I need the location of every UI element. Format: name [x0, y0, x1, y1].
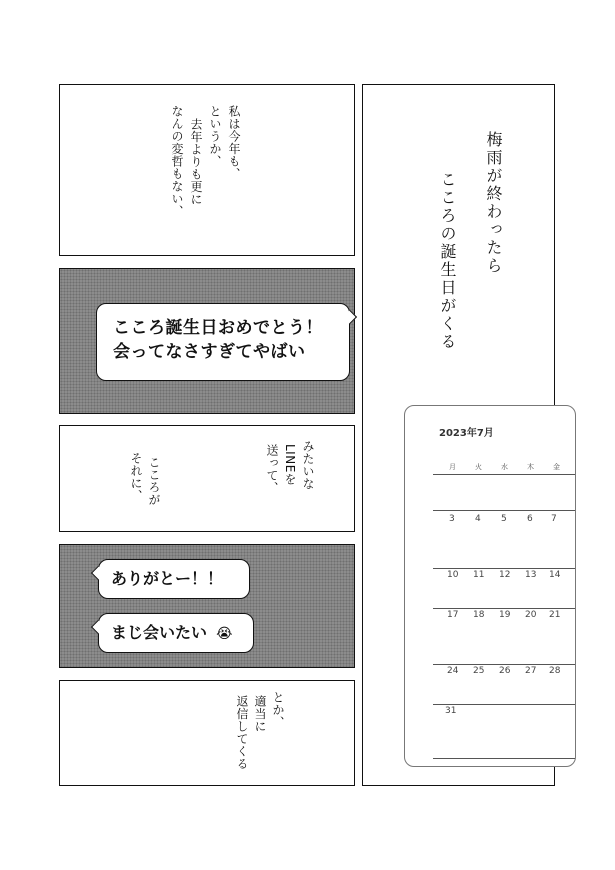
calendar-weekday: 水	[501, 463, 508, 471]
narration-line: 梅雨が終わったら	[484, 131, 503, 275]
panel-1	[59, 84, 355, 256]
narration-line: それに、	[129, 452, 143, 502]
panel-2	[59, 268, 355, 414]
calendar-day: 18	[473, 610, 485, 620]
narration-line: 私は今年も、	[227, 105, 241, 180]
calendar-day: 12	[499, 570, 511, 580]
calendar-weekday: 火	[475, 463, 482, 471]
message-text-line: こころ誕生日おめでとう！	[113, 318, 323, 338]
calendar-day: 10	[447, 570, 459, 580]
narration-line: というか、	[208, 105, 222, 168]
calendar-day: 6	[527, 514, 533, 524]
calendar-day: 27	[525, 666, 537, 676]
narration-line: こころが	[147, 456, 161, 506]
calendar-rule	[433, 568, 575, 569]
message-text: ありがとー！！	[111, 569, 224, 588]
calendar-day: 4	[475, 514, 481, 524]
calendar-rule	[433, 608, 575, 609]
panel-5	[59, 680, 355, 786]
calendar-title: 2023年7月	[439, 428, 494, 439]
narration-line: 去年よりも更に	[189, 118, 203, 206]
calendar-rule	[433, 664, 575, 665]
calendar-day: 19	[499, 610, 511, 620]
calendar-day: 14	[549, 570, 561, 580]
calendar	[404, 405, 576, 767]
narration-line: LINEを	[283, 444, 297, 486]
calendar-day: 7	[551, 514, 557, 524]
calendar-day: 13	[525, 570, 537, 580]
calendar-day: 31	[445, 706, 457, 716]
calendar-weekday: 金	[553, 463, 560, 471]
panel-3	[59, 425, 355, 532]
message-text-line: 会ってなさすぎてやばい	[113, 342, 306, 362]
message-bubble	[96, 303, 350, 381]
calendar-day: 25	[473, 666, 485, 676]
calendar-day: 3	[449, 514, 455, 524]
calendar-day: 28	[549, 666, 561, 676]
narration-line: 送って、	[265, 444, 279, 494]
narration-line: 適当に	[253, 695, 267, 733]
calendar-day: 21	[549, 610, 561, 620]
panel-4	[59, 544, 355, 668]
calendar-day: 20	[525, 610, 537, 620]
calendar-day: 24	[447, 666, 459, 676]
calendar-clip	[362, 84, 561, 786]
calendar-day: 5	[501, 514, 507, 524]
narration-line: とか、	[271, 691, 285, 729]
narration-line: 返信してくる	[235, 695, 249, 770]
calendar-weekday: 木	[527, 463, 534, 471]
narration-line: なんの変哲もない、	[170, 105, 184, 218]
bubble-tail	[343, 310, 357, 324]
calendar-rule	[433, 758, 575, 759]
bubble-tail	[91, 620, 105, 634]
calendar-rule	[433, 510, 575, 511]
calendar-day: 11	[473, 570, 485, 580]
message-bubble	[98, 613, 254, 653]
crying-emoji-icon: 😭	[216, 626, 233, 642]
narration-line: こころの誕生日がくる	[438, 171, 457, 351]
message-text: まじ会いたい	[111, 623, 208, 642]
bubble-tail	[91, 566, 105, 580]
calendar-day: 26	[499, 666, 511, 676]
calendar-rule	[433, 704, 575, 705]
calendar-rule	[433, 474, 575, 475]
calendar-day: 17	[447, 610, 459, 620]
message-bubble	[98, 559, 250, 599]
narration-line: みたいな	[301, 440, 315, 490]
calendar-weekday: 月	[449, 463, 456, 471]
